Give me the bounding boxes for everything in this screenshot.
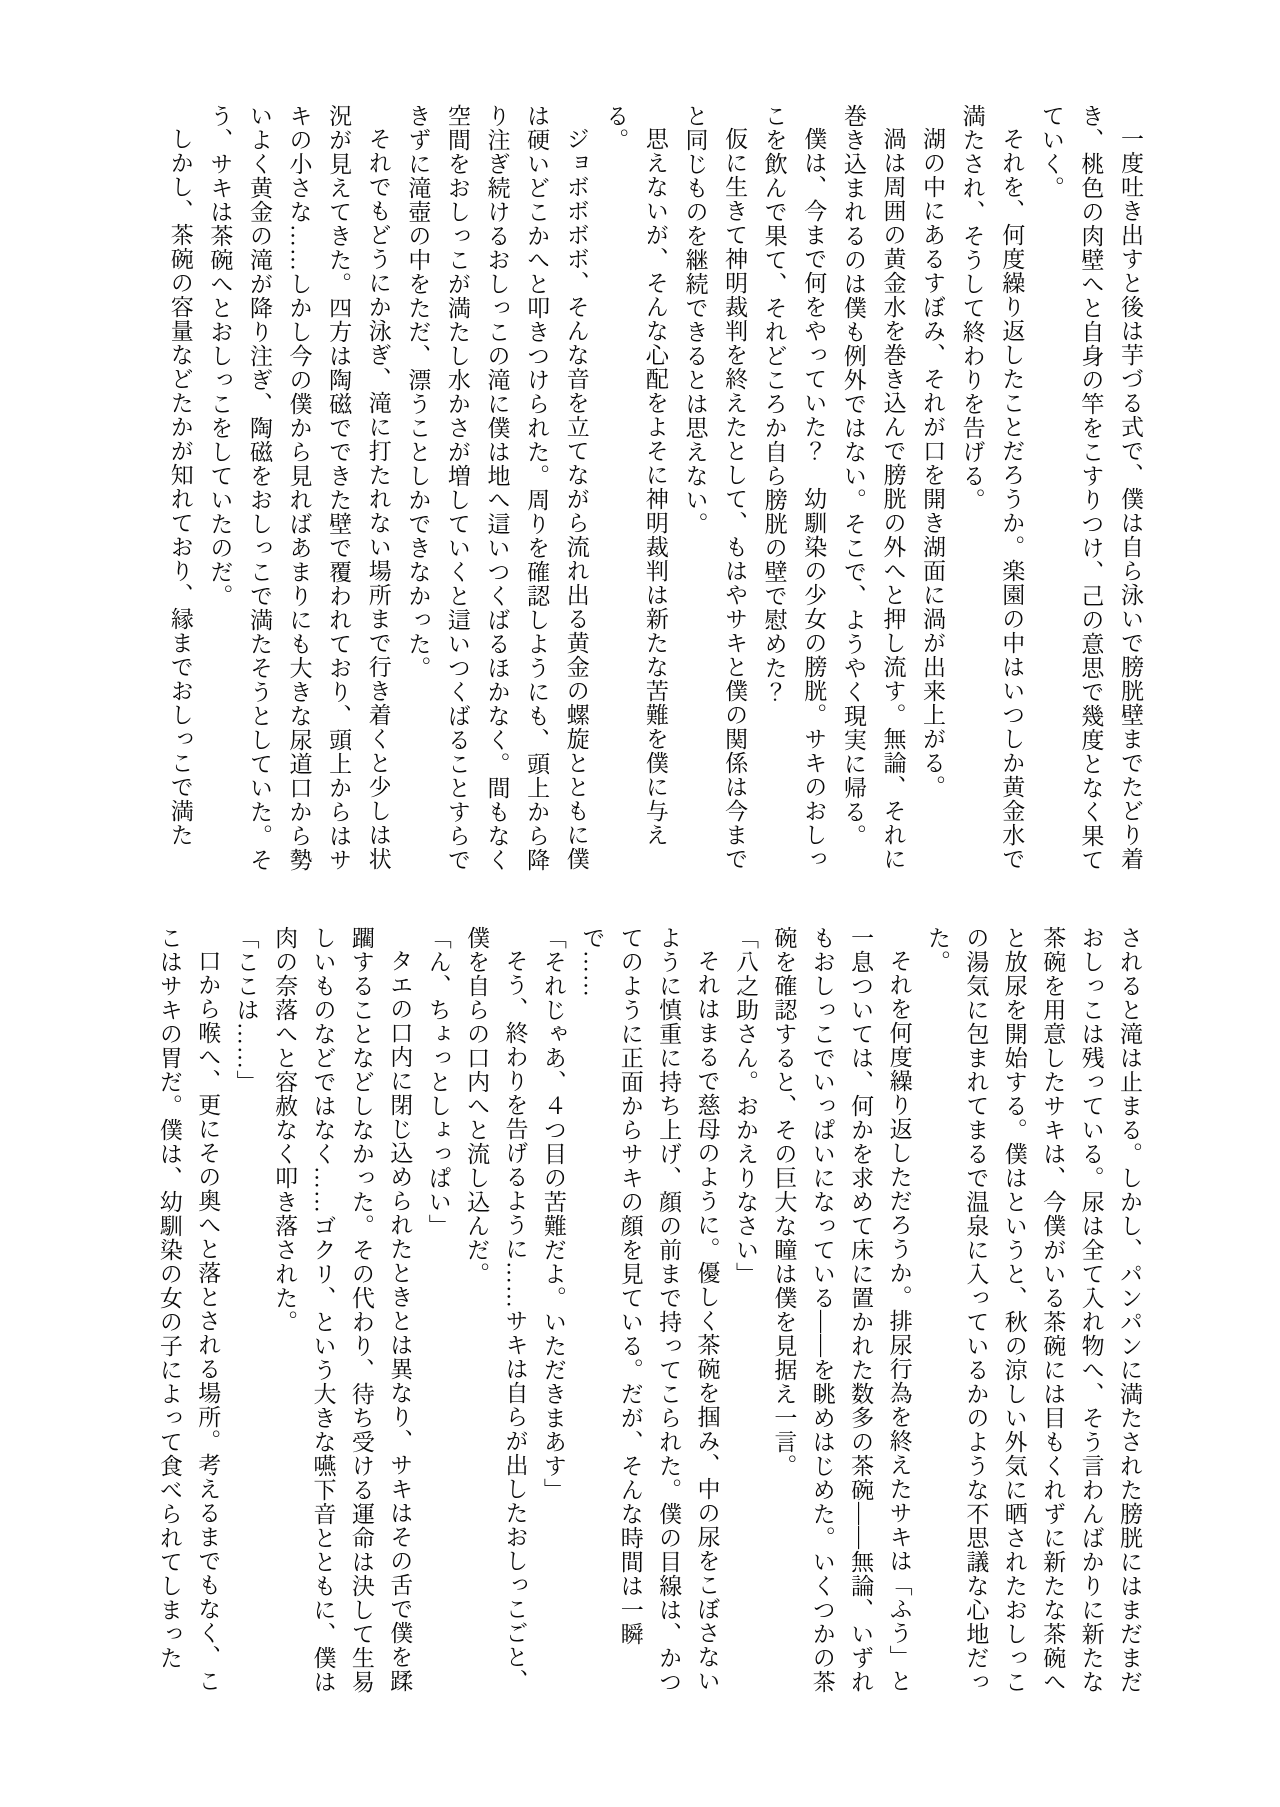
paragraph: 僕は、今まで何をやっていた？ 幼馴染の少女の膀胱。サキのおしっこを飲んで果て、それどころか自ら膀胱の壁で慰めた？	[761, 104, 827, 871]
paragraph: ジョボボボボ、そんな音を立てながら流れ出る黄金の螺旋とともに僕は硬いどこかへと叩きつけられた。周りを確認しようにも、頭上から降り注ぎ続けるおしっこの滝に僕は地へ這いつくばるほかなく。間もなく空間をおしっこが満たし水かさが増していくと這いつくばることすらできずに滝壺の中をただ、漂うことしかできなかった。	[405, 104, 589, 872]
paragraph: タエの口内に閉じ込められたときとは異なり、サキはその舌で僕を蹂躙することなどしなかった。その代わり、待ち受ける運命は決して生易しいものなどではなく……ゴクリ、という大きな嚥下音とともに、僕は肉の奈落へと容赦なく叩き落された。	[272, 926, 413, 1694]
paragraph: それを、何度繰り返したことだろうか。楽園の中はいつしか黄金水で満たされ、そうして終わりを告げる。	[959, 104, 1025, 871]
paragraph: 「それじゃあ、４つ目の苦難だよ。いただきまあす」	[540, 926, 566, 1502]
lower-text-block	[136, 926, 1148, 1698]
paragraph: 思えないが、そんな心配をよそに神明裁判は新たな苦難を僕に与える。	[603, 104, 668, 847]
paragraph: されると滝は止まる。しかし、パンパンに満たされた膀胱にはまだまだおしっこは残っている。尿は全て入れ物へ、そう言わんばかりに新たな茶碗を用意したサキは、今僕がいる茶碗には目もくれずに新たな茶碗へと放尿を開始する。僕はというと、秋の涼しい外気に晒されたおしっこの湯気に包まれてまるで温泉に入っているかのような不思議な心地だった。	[924, 926, 1142, 1694]
paragraph: それを何度繰り返しただろうか。排尿行為を終えたサキは「ふう」と一息ついては、何かを求めて床に置かれた数多の茶碗――無論、いずれもおしっこでいっぱいになっている――を眺めはじめた。いくつかの茶碗を確認すると、その巨大な瞳は僕を見据え一言。	[771, 926, 912, 1694]
paragraph: 仮に生きて神明裁判を終えたとして、もはやサキと僕の関係は今までと同じものを継続できるとは思えない。	[682, 104, 748, 871]
upper-text-block	[138, 104, 1150, 874]
paragraph: 「ここは……」	[233, 926, 259, 1094]
paragraph: 一度吐き出すと後は芋づる式で、僕は自ら泳いで膀胱壁までたどり着き、桃色の肉壁へと自身の竿をこすりつけ、己の意思で幾度となく果てていく。	[1038, 104, 1143, 872]
paragraph: それはまるで慈母のように。優しく茶碗を掴み、中の尿をこぼさないように慎重に持ち上げ、顔の前まで持ってこられた。僕の目線は、かつてのように正面からサキの顔を見ている。だが、そんな時間は一瞬で……	[579, 926, 720, 1694]
paragraph: しかし、茶碗の容量などたかが知れており、縁までおしっこで満た	[167, 127, 193, 847]
paragraph: それでもどうにか泳ぎ、滝に打たれない場所まで行き着くと少しは状況が見えてきた。四方は陶磁でできた壁で覆われており、頭上からはサキの小さな……しかし今の僕から見ればあまりにも大きな尿道口から勢いよく黄金の滝が降り注ぎ、陶磁をおしっこで満たそうとしていた。そう、サキは茶碗へとおしっこをしていたのだ。	[207, 104, 391, 872]
paragraph: そう、終わりを告げるように……サキは自らが出したおしっこごと、僕を自らの口内へと流し込んだ。	[464, 926, 528, 1693]
paragraph: 「ん、ちょっとしょっぱい」	[425, 926, 451, 1238]
paragraph: 口から喉へ、更にその奥へと落とされる場所。考えるまでもなく、ここはサキの胃だ。僕は、幼馴染の女の子によって食べられてしまった	[156, 926, 221, 1693]
paragraph: 「八之助さん。おかえりなさい」	[732, 926, 758, 1286]
paragraph: 湖の中にあるすぼみ、それが口を開き湖面に渦が出来上がる。	[920, 127, 946, 799]
paragraph: 渦は周囲の黄金水を巻き込んで膀胱の外へと押し流す。無論、それに巻き込まれるのは僕も例外ではない。そこで、ようやく現実に帰る。	[840, 104, 906, 871]
